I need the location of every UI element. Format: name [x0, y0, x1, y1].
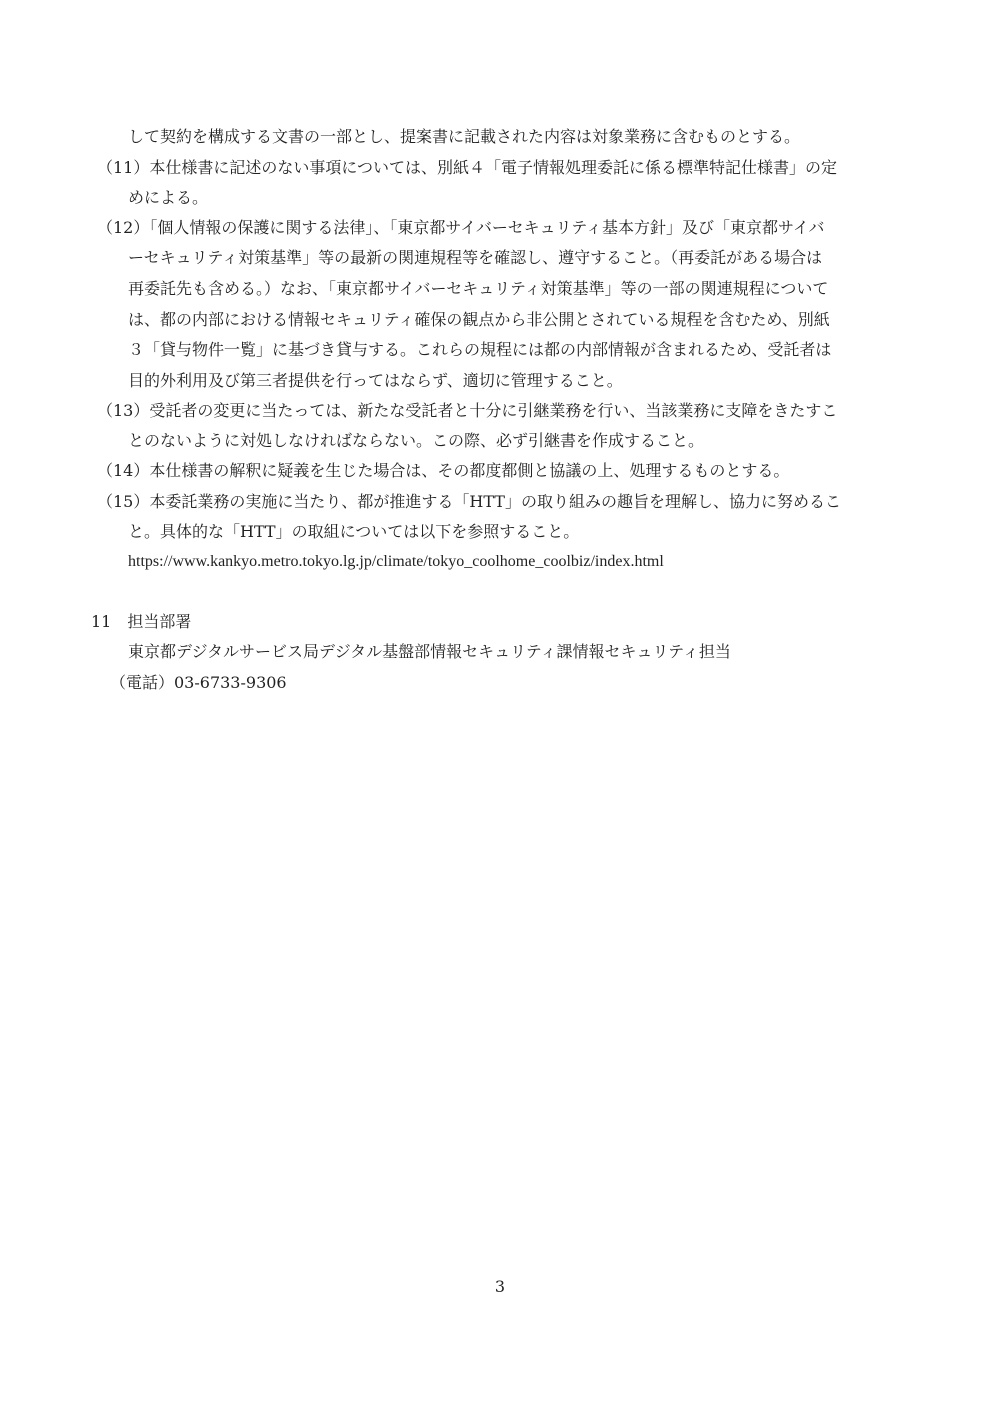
body-line: めによる。	[128, 188, 209, 207]
body-line: 再委託先も含める。）なお、「東京都サイバーセキュリティ対策基準」等の一部の関連規程について	[128, 279, 829, 298]
reference-url[interactable]: https://www.kankyo.metro.tokyo.lg.jp/climate/tokyo_coolhome_coolbiz/index.html	[128, 553, 664, 570]
department-name: 東京都デジタルサービス局デジタル基盤部情報セキュリティ課情報セキュリティ担当	[128, 642, 731, 661]
phone-number: （電話）03-6733-9306	[110, 673, 287, 692]
item-14: （14）本仕様書の解釈に疑義を生じた場合は、その都度都側と協議の上、処理するものとする。	[97, 461, 790, 480]
item-11: （11）本仕様書に記述のない事項については、別紙４「電子情報処理委託に係る標準特記仕様書」の定	[97, 158, 838, 177]
body-line: ３「貸与物件一覧」に基づき貸与する。これらの規程には都の内部情報が含まれるため、受託者は	[128, 340, 832, 359]
body-line: と。具体的な「HTT」の取組については以下を参照すること。	[128, 522, 580, 541]
body-line: 目的外利用及び第三者提供を行ってはならず、適切に管理すること。	[128, 371, 623, 390]
item-12: （12）「個人情報の保護に関する法律」、「東京都サイバーセキュリティ基本方針」及び「東京都サイバ	[97, 218, 825, 237]
body-line: とのないように対処しなければならない。この際、必ず引継書を作成すること。	[128, 431, 705, 450]
section-11-heading: 11 担当部署	[91, 612, 192, 631]
item-15: （15）本委託業務の実施に当たり、都が推進する「HTT」の取り組みの趣旨を理解し、協力に努めるこ	[97, 492, 841, 511]
body-line: して契約を構成する文書の一部とし、提案書に記載された内容は対象業務に含むものとする。	[128, 127, 801, 146]
item-13: （13）受託者の変更に当たっては、新たな受託者と十分に引継業務を行い、当該業務に支障をきたすこ	[97, 401, 838, 420]
body-line: ーセキュリティ対策基準」等の最新の関連規程等を確認し、遵守すること。（再委託がある場合は	[128, 248, 823, 267]
page-number: 3	[494, 1277, 506, 1296]
body-line: は、都の内部における情報セキュリティ確保の観点から非公開とされている規程を含むため、別紙	[128, 310, 830, 329]
